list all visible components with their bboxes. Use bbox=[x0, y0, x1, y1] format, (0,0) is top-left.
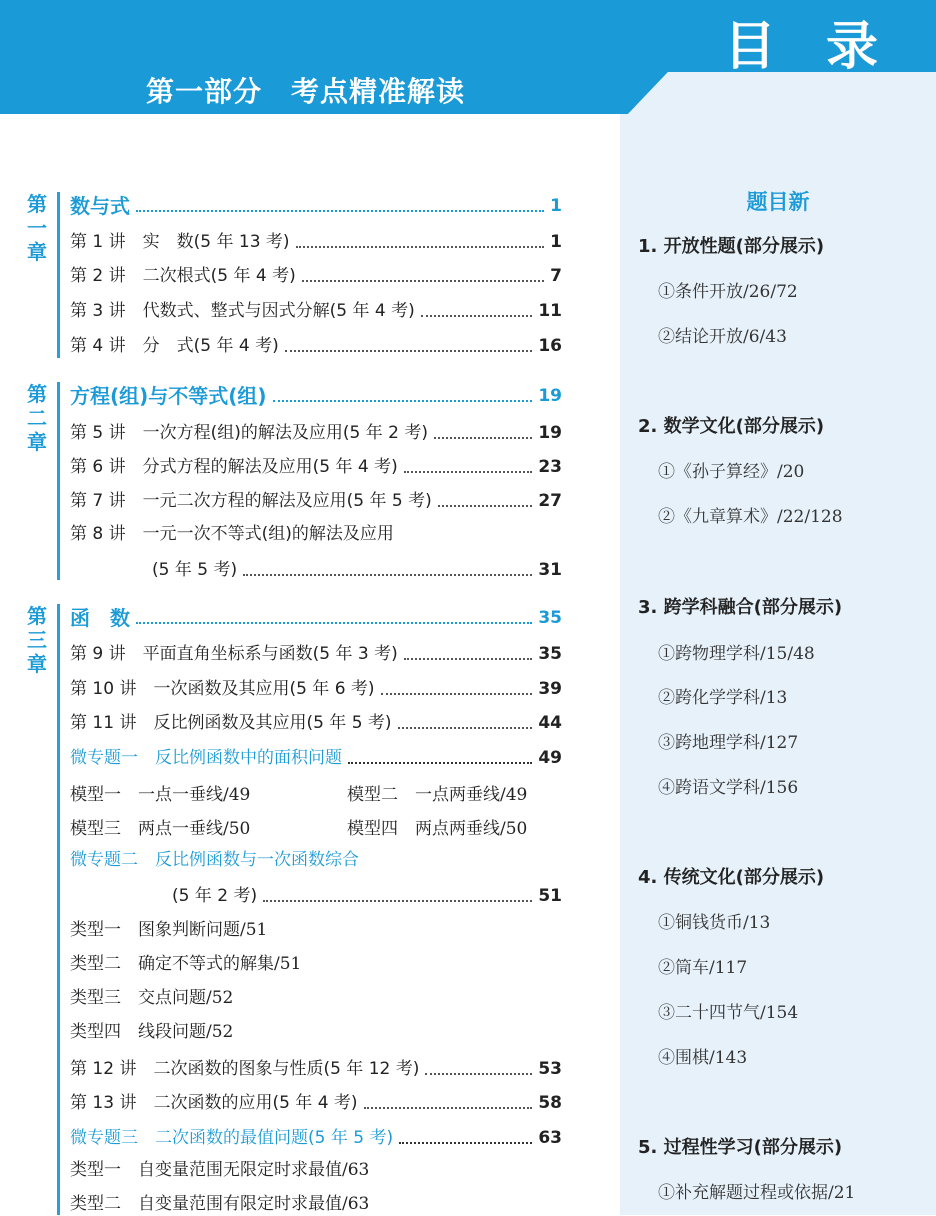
toc-row[interactable]: 第 2 讲 二次根式(5 年 4 考) 7 bbox=[70, 266, 562, 286]
type-item[interactable]: 类型三 交点问题/52 bbox=[70, 988, 234, 1008]
chapter-label-2: 第二章 bbox=[27, 382, 47, 454]
sidebar-item[interactable]: ②《九章算术》/22/128 bbox=[658, 507, 843, 527]
type-item[interactable]: 类型一 自变量范围无限定时求最值/63 bbox=[70, 1160, 370, 1180]
model-item[interactable]: 模型二 一点两垂线/49 bbox=[347, 785, 528, 805]
sidebar-item[interactable]: ①补充解题过程或依据/21 bbox=[658, 1183, 856, 1203]
toc-row[interactable]: 第 10 讲 一次函数及其应用(5 年 6 考) 39 bbox=[70, 679, 562, 699]
sidebar-item[interactable]: ④跨语文学科/156 bbox=[658, 778, 799, 798]
sidebar-item[interactable]: ①条件开放/26/72 bbox=[658, 282, 798, 302]
toc-special-2[interactable]: 微专题二 反比例函数与一次函数综合 bbox=[70, 850, 359, 870]
toc-row[interactable]: 第 9 讲 平面直角坐标系与函数(5 年 3 考) 35 bbox=[70, 644, 562, 664]
sidebar-item[interactable]: ④围棋/143 bbox=[658, 1048, 748, 1068]
sidebar-category: 1. 开放性题(部分展示) bbox=[638, 236, 825, 257]
sidebar-item[interactable]: ①铜钱货币/13 bbox=[658, 913, 771, 933]
sidebar-item[interactable]: ②结论开放/6/43 bbox=[658, 327, 787, 347]
model-item[interactable]: 模型四 两点两垂线/50 bbox=[347, 819, 528, 839]
toc-chapter-2[interactable]: 方程(组)与不等式(组) 19 bbox=[70, 384, 562, 408]
toc-row[interactable]: 第 6 讲 分式方程的解法及应用(5 年 4 考) 23 bbox=[70, 457, 562, 477]
toc-row[interactable]: 第 4 讲 分 式(5 年 4 考) 16 bbox=[70, 336, 562, 356]
sidebar-item[interactable]: ①跨物理学科/15/48 bbox=[658, 644, 815, 664]
sidebar-panel bbox=[620, 114, 936, 1215]
page-title: 目 录 bbox=[723, 17, 894, 77]
toc-row[interactable]: 第 12 讲 二次函数的图象与性质(5 年 12 考) 53 bbox=[70, 1059, 562, 1079]
toc-row-cont[interactable]: (5 年 2 考) 51 bbox=[172, 886, 562, 906]
toc-chapter-1[interactable]: 数与式 1 bbox=[70, 194, 562, 218]
sidebar-item[interactable]: ③二十四节气/154 bbox=[658, 1003, 799, 1023]
toc-row[interactable]: 第 13 讲 二次函数的应用(5 年 4 考) 58 bbox=[70, 1093, 562, 1113]
toc-row[interactable]: 第 8 讲 一元一次不等式(组)的解法及应用 bbox=[70, 524, 394, 544]
part-title: 第一部分 考点精准解读 bbox=[146, 75, 466, 108]
chapter-bar-1 bbox=[57, 192, 60, 358]
toc-row[interactable]: 第 7 讲 一元二次方程的解法及应用(5 年 5 考) 27 bbox=[70, 491, 562, 511]
toc-special-3[interactable]: 微专题三 二次函数的最值问题(5 年 5 考) 63 bbox=[70, 1128, 562, 1148]
sidebar-title: 题目新 bbox=[746, 190, 810, 214]
model-item[interactable]: 模型三 两点一垂线/50 bbox=[70, 819, 251, 839]
sidebar-category: 5. 过程性学习(部分展示) bbox=[638, 1137, 843, 1158]
sidebar-category: 4. 传统文化(部分展示) bbox=[638, 867, 825, 888]
toc-chapter-3[interactable]: 函 数 35 bbox=[70, 606, 562, 630]
sidebar-item[interactable]: ③跨地理学科/127 bbox=[658, 733, 799, 753]
sidebar-item[interactable]: ①《孙子算经》/20 bbox=[658, 462, 805, 482]
sidebar-category: 3. 跨学科融合(部分展示) bbox=[638, 597, 843, 618]
toc-row[interactable]: 第 5 讲 一次方程(组)的解法及应用(5 年 2 考) 19 bbox=[70, 423, 562, 443]
toc-row-cont[interactable]: (5 年 5 考) 31 bbox=[152, 560, 562, 580]
toc-row[interactable]: 第 3 讲 代数式、整式与因式分解(5 年 4 考) 11 bbox=[70, 301, 562, 321]
chapter-bar-3 bbox=[57, 604, 60, 1215]
sidebar-category: 2. 数学文化(部分展示) bbox=[638, 416, 825, 437]
type-item[interactable]: 类型四 线段问题/52 bbox=[70, 1022, 234, 1042]
toc-row[interactable]: 第 11 讲 反比例函数及其应用(5 年 5 考) 44 bbox=[70, 713, 562, 733]
chapter-label-3: 第三章 bbox=[27, 604, 47, 676]
type-item[interactable]: 类型一 图象判断问题/51 bbox=[70, 920, 268, 940]
type-item[interactable]: 类型二 自变量范围有限定时求最值/63 bbox=[70, 1194, 370, 1214]
header-banner bbox=[0, 0, 936, 114]
toc-row[interactable]: 第 1 讲 实 数(5 年 13 考) 1 bbox=[70, 232, 562, 252]
chapter-bar-2 bbox=[57, 382, 60, 580]
chapter-label-1: 第一章 bbox=[27, 192, 47, 264]
model-item[interactable]: 模型一 一点一垂线/49 bbox=[70, 785, 251, 805]
sidebar-item[interactable]: ②跨化学学科/13 bbox=[658, 688, 788, 708]
sidebar-item[interactable]: ②筒车/117 bbox=[658, 958, 748, 978]
toc-special-1[interactable]: 微专题一 反比例函数中的面积问题 49 bbox=[70, 748, 562, 768]
type-item[interactable]: 类型二 确定不等式的解集/51 bbox=[70, 954, 302, 974]
